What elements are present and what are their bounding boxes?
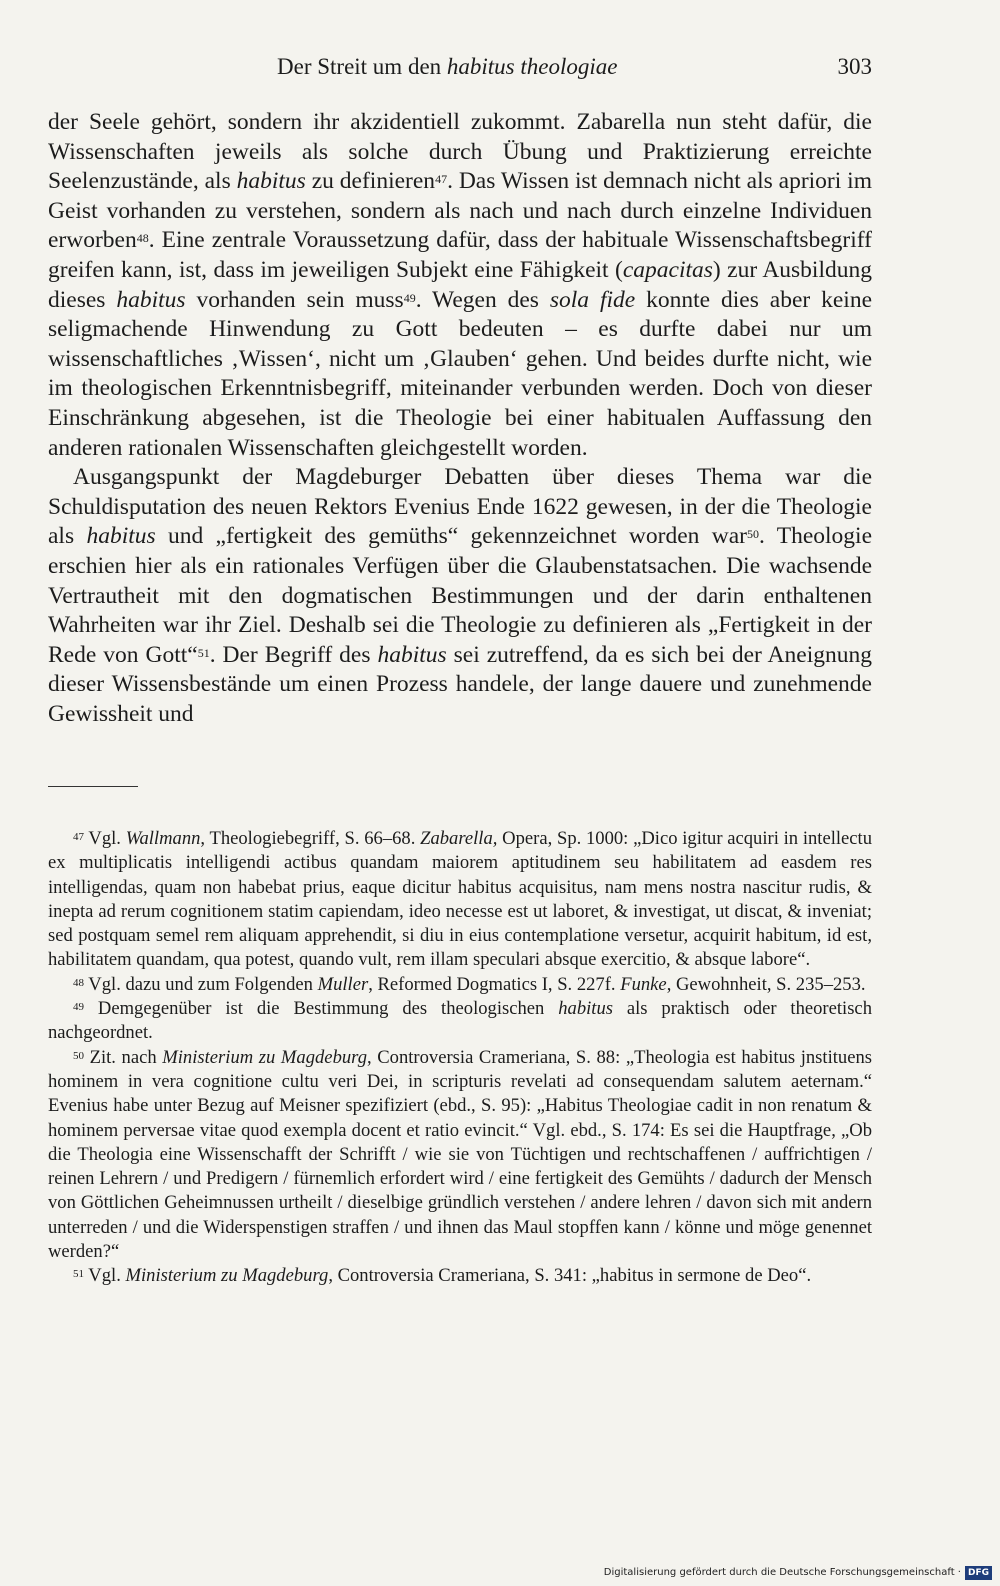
footnote-ref-48[interactable]: 48	[136, 231, 149, 246]
running-head	[0, 52, 1000, 82]
footnote-ref-50[interactable]: 50	[746, 527, 759, 542]
footnote-50: $^{50}$ Zit. nach Ministerium zu Magdeburg, Controversia Crameriana, S. 88: „Theologia est habitus jnstituens hominem in vera cognitione cultu veri Dei, in scripturis revelati ad consequendam salutem aeternam.“ Evenius habe unter Bezug auf Meisner spezifiziert (ebd., S. 95): „Habitus Theologiae cadit in non renatum & hominem perversae vitae quod exempla docent et ratio evincit.“ Vgl. ebd., S. 174: Es sei die Hauptfrage, „Ob die Theologia eine Wissenschafft der Schrifft / wie sie von Tüchtigen und rechtschaffenen / auffrichtigen / reinen Lehrern / und Predigern / fürnemlich erfordert wird / eine fertigkeit des Gemühts / dadurch der Mensch von Göttlichen Geheimnussen urtheilt / dieselbige gründlich verstehen / andere lehren / davon sich mit andern unterreden / und die Widerspenstigen straffen / und ihnen das Maul stopffen kann / könne und möge genennet werden?“	[48, 1046, 872, 1263]
footnote-number: 49	[73, 1001, 84, 1014]
footnote-51: $^{51}$ Vgl. Ministerium zu Magdeburg, Controversia Crameriana, S. 341: „habitus in sermone de Deo“.	[73, 1265, 812, 1287]
credit-text: Digitalisierung gefördert durch die Deutsche Forschungsgemeinschaft ·	[603, 1567, 961, 1578]
footnote-49: $^{49}$ Demgegenüber ist die Bestimmung des theologischen habitus als praktisch oder theoretisch nachgeordnet.	[48, 998, 872, 1044]
footnote-number: 48	[73, 976, 84, 989]
page-number: 303	[837, 54, 872, 79]
footnote-divider	[48, 786, 138, 787]
running-title: Der Streit um den habitus theologiae	[277, 54, 618, 79]
footnote-number: 51	[73, 1268, 84, 1281]
digitization-credit	[604, 1565, 992, 1581]
footnote-number: 50	[73, 1049, 84, 1062]
footnote-ref-47[interactable]: 47	[435, 172, 448, 187]
running-title-italic: habitus theologiae	[446, 54, 618, 79]
paragraph-2: Ausgangspunkt der Magdeburger Debatten über dieses Thema war die Schuldisputation des neuen Rektors Evenius Ende 1622 gewesen, in der die Theologie als habitus und „fertigkeit des gemüths“ gekennzeichnet worden war$^{50}$. Theologie erschien hier als ein rationales Verfügen über die Glaubenstatsachen. Die wachsende Vertrautheit mit den dogmatischen Bestimmungen und der darin enthaltenen Wahrheiten war ihr Ziel. Deshalb sei die Theologie zu definieren als „Fertigkeit in der Rede von Gott“$^{51}$. Der Begriff des habitus sei zutreffend, da es sich bei der Aneignung dieser Wissensbestände um einen Prozess handele, der lange dauere und zunehmende Gewissheit und	[48, 464, 872, 727]
footnotes	[48, 827, 872, 1289]
paragraph-1: der Seele gehört, sondern ihr akzidentiell zukommt. Zabarella nun steht dafür, die Wissenschaften jeweils als solche durch Übung und Praktizierung erreichte Seelenzustände, als habitus zu definieren$^{47}$. Das Wissen ist demnach nicht als apriori im Geist vorhanden zu verstehen, sondern als nach und nach durch einzelne Individuen erworben$^{48}$. Eine zentrale Voraussetzung dafür, dass der habituale Wissenschaftsbegriff greifen kann, ist, dass im jeweiligen Subjekt eine Fähigkeit (capacitas) zur Ausbildung dieses habitus vorhanden sein muss$^{49}$. Wegen des sola fide konnte dies aber keine seligmachende Hinwendung zu Gott bedeuten – es durfte dabei nur um wissenschaftliches ‚Wissen‘, nicht um ‚Glauben‘ gehen. Und beides durfte nicht, wie im theologischen Erkenntnisbegriff, miteinander verbunden werden. Doch von dieser Einschränkung abgesehen, ist die Theologie bei einer habitualen Auffassung den anderen rationalen Wissenschaften gleichgestellt worden.	[48, 109, 872, 461]
footnote-ref-49[interactable]: 49	[403, 290, 416, 305]
footnote-47: $^{47}$ Vgl. Wallmann, Theologiebegriff, S. 66–68. Zabarella, Opera, Sp. 1000: „Dico igitur acquiri in intellectu ex multiplicatis intelligendi actibus quandam maiorem aptitudinem seu habilitatem ad easdem res intelligendas, quam non habebat prius, eaque dicitur habitus acquisitus, nam mens nostra nascitur rudis, & inepta ad rerum cognitionem statim capiendam, ideo necesse est ut laboret, & investigat, ut discat, & inveniat; sed postquam semel rem aliquam apprehendit, si diu in eius contemplatione versetur, acquirit habitum, id est, habilitatem quandam, qua potest, quando vult, rem illam speculari absque exercitio, & absque labore“.	[48, 828, 872, 971]
footnote-ref-51[interactable]: 51	[197, 645, 210, 660]
dfg-logo: DFG	[965, 1566, 992, 1580]
main-text	[48, 108, 872, 729]
footnote-number: 47	[73, 831, 84, 843]
footnote-48: $^{48}$ Vgl. dazu und zum Folgenden Muller, Reformed Dogmatics I, S. 227f. Funke, Gewohnheit, S. 235–253.	[73, 973, 866, 995]
